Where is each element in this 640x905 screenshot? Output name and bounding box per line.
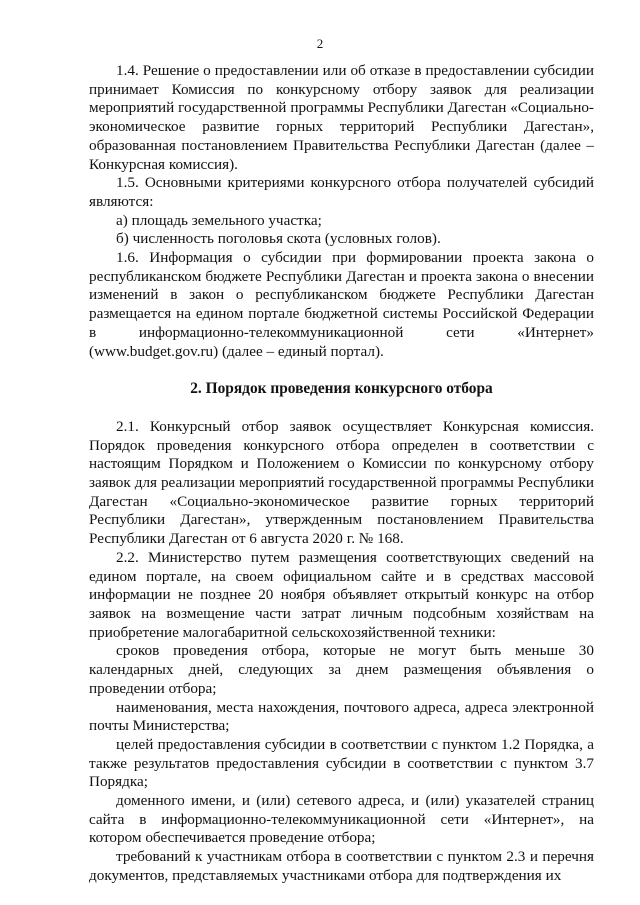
list-item-a: а) площадь земельного участка; [116, 211, 322, 229]
paragraph-1-6: 1.6. Информация о субсидии при формировании проекта закона о республиканском бюджете Республики Дагестан и проекта закона о внесении изменений в закон о республиканском бюджете Республики Дагестан размещается на едином портале бюджетной системы Российской Федерации в информационно-телекоммуникационной сети «Интернет» (www.budget.gov.ru) (далее – единый портал). [89, 249, 594, 360]
document-body [89, 62, 594, 886]
paragraph-goals: целей предоставления субсидии в соответствии с пунктом 1.2 Порядка, а также результатов предоставления субсидии в соответствии с пунктом 3.7 Порядка; [89, 735, 594, 791]
paragraph-deadlines: сроков проведения отбора, которые не могут быть меньше 30 календарных дней, следующих за днем размещения объявления о проведении отбора; [89, 642, 594, 697]
list-item-b: б) численность поголовья скота (условных голов). [116, 230, 441, 248]
paragraph-domain: доменного имени, и (или) сетевого адреса, и (или) указателей страниц сайта в информационно-телекоммуникационной сети «Интернет», на котором обеспечивается проведение отбора; [89, 792, 594, 847]
paragraph-2-2: 2.2. Министерство путем размещения соответствующих сведений на едином портале, на своем официальном сайте и в средствах массовой информации не позднее 20 ноября объявляет открытый конкурс на отбор заявок на возмещение части затрат личным подсобным хозяйствам на приобретение малогабаритной сельскохозяйственной техники: [89, 548, 594, 641]
paragraph-1-4: 1.4. Решение о предоставлении или об отказе в предоставлении субсидии принимает Комиссия по конкурсному отбору заявок для реализации мероприятий государственной программы Республики Дагестан «Социально-экономическое развитие горных территорий Республики Дагестан», образованная постановлением Правительства Республики Дагестан (далее – Конкурсная комиссия). [89, 62, 594, 173]
paragraph-requirements: требований к участникам отбора в соответствии с пунктом 2.3 и перечня документов, представляемых участниками отбора для подтверждения их [89, 848, 594, 884]
page-number: 2 [316, 36, 324, 51]
section-heading: 2. Порядок проведения конкурсного отбора [190, 380, 493, 398]
paragraph-1-5: 1.5. Основными критериями конкурсного отбора получателей субсидий являются: [89, 174, 594, 210]
paragraph-ministry-info: наименования, места нахождения, почтового адреса, адреса электронной почты Министерства; [89, 698, 594, 735]
paragraph-2-1: 2.1. Конкурсный отбор заявок осуществляет Конкурсная комиссия. Порядок проведения конкурсного отбора определен в соответствии с настоящим Порядком и Положением о Комиссии по конкурсному отбору заявок для реализации мероприятий государственной программы Республики Дагестан «Социально-экономическое развитие горных территорий Республики Дагестан», утвержденным постановлением Правительства Республики Дагестан от 6 августа 2020 г. № 168. [89, 417, 594, 548]
